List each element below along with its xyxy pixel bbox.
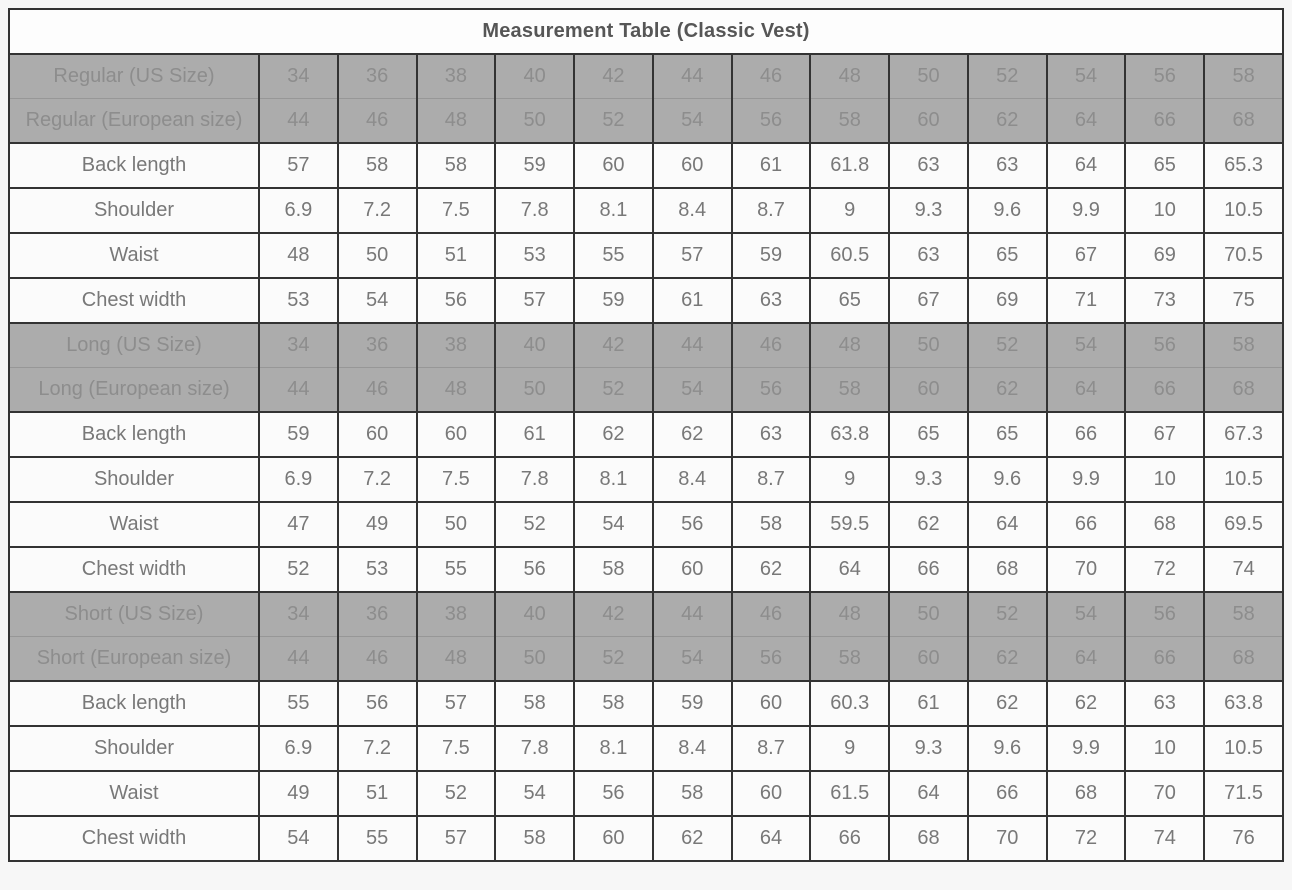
value-cell: 67 xyxy=(1125,412,1204,457)
value-cell: 64 xyxy=(1047,99,1126,144)
value-cell: 57 xyxy=(495,278,574,323)
value-cell: 70.5 xyxy=(1204,233,1283,278)
row-label-cell: Chest width xyxy=(9,547,259,592)
value-cell: 58 xyxy=(1204,54,1283,99)
value-cell: 57 xyxy=(653,233,732,278)
value-cell: 48 xyxy=(259,233,338,278)
value-cell: 58 xyxy=(732,502,811,547)
row-label-cell: Short (US Size) xyxy=(9,592,259,637)
value-cell: 58 xyxy=(417,143,496,188)
value-cell: 42 xyxy=(574,592,653,637)
value-cell: 65 xyxy=(1125,143,1204,188)
value-cell: 61 xyxy=(653,278,732,323)
value-cell: 76 xyxy=(1204,816,1283,861)
value-cell: 68 xyxy=(1204,637,1283,682)
value-cell: 50 xyxy=(889,323,968,368)
value-cell: 48 xyxy=(810,323,889,368)
value-cell: 10 xyxy=(1125,188,1204,233)
value-cell: 54 xyxy=(653,637,732,682)
value-cell: 57 xyxy=(417,681,496,726)
value-cell: 54 xyxy=(259,816,338,861)
value-cell: 7.2 xyxy=(338,188,417,233)
value-cell: 7.5 xyxy=(417,188,496,233)
value-cell: 50 xyxy=(495,637,574,682)
value-cell: 48 xyxy=(417,368,496,413)
value-cell: 50 xyxy=(495,368,574,413)
value-cell: 52 xyxy=(574,637,653,682)
measurement-table-body xyxy=(9,54,1283,861)
row-label-cell: Long (European size) xyxy=(9,368,259,413)
value-cell: 10 xyxy=(1125,726,1204,771)
measurement-row xyxy=(9,771,1283,816)
value-cell: 55 xyxy=(259,681,338,726)
value-cell: 7.5 xyxy=(417,726,496,771)
value-cell: 34 xyxy=(259,323,338,368)
value-cell: 38 xyxy=(417,54,496,99)
value-cell: 52 xyxy=(968,54,1047,99)
value-cell: 10.5 xyxy=(1204,188,1283,233)
row-label-cell: Waist xyxy=(9,502,259,547)
value-cell: 52 xyxy=(968,592,1047,637)
value-cell: 8.7 xyxy=(732,188,811,233)
value-cell: 59 xyxy=(259,412,338,457)
value-cell: 63 xyxy=(732,278,811,323)
value-cell: 62 xyxy=(968,681,1047,726)
value-cell: 56 xyxy=(1125,592,1204,637)
value-cell: 63 xyxy=(1125,681,1204,726)
value-cell: 66 xyxy=(889,547,968,592)
value-cell: 50 xyxy=(417,502,496,547)
value-cell: 60 xyxy=(653,547,732,592)
value-cell: 60 xyxy=(574,143,653,188)
value-cell: 9.3 xyxy=(889,188,968,233)
value-cell: 56 xyxy=(338,681,417,726)
row-label-cell: Short (European size) xyxy=(9,637,259,682)
value-cell: 56 xyxy=(1125,54,1204,99)
value-cell: 55 xyxy=(338,816,417,861)
value-cell: 62 xyxy=(574,412,653,457)
row-label-cell: Back length xyxy=(9,681,259,726)
value-cell: 48 xyxy=(810,54,889,99)
value-cell: 61.8 xyxy=(810,143,889,188)
value-cell: 59 xyxy=(732,233,811,278)
value-cell: 9 xyxy=(810,457,889,502)
value-cell: 60.3 xyxy=(810,681,889,726)
value-cell: 60.5 xyxy=(810,233,889,278)
value-cell: 56 xyxy=(732,368,811,413)
value-cell: 62 xyxy=(732,547,811,592)
value-cell: 69 xyxy=(968,278,1047,323)
value-cell: 52 xyxy=(417,771,496,816)
row-label-cell: Back length xyxy=(9,143,259,188)
value-cell: 60 xyxy=(653,143,732,188)
value-cell: 64 xyxy=(968,502,1047,547)
value-cell: 52 xyxy=(574,368,653,413)
value-cell: 61.5 xyxy=(810,771,889,816)
title-row xyxy=(9,9,1283,54)
value-cell: 52 xyxy=(259,547,338,592)
value-cell: 44 xyxy=(653,592,732,637)
value-cell: 72 xyxy=(1125,547,1204,592)
value-cell: 65.3 xyxy=(1204,143,1283,188)
size-header-row xyxy=(9,54,1283,99)
value-cell: 66 xyxy=(1125,637,1204,682)
value-cell: 54 xyxy=(1047,323,1126,368)
value-cell: 54 xyxy=(653,99,732,144)
value-cell: 8.1 xyxy=(574,726,653,771)
value-cell: 58 xyxy=(574,681,653,726)
value-cell: 56 xyxy=(653,502,732,547)
row-label-cell: Chest width xyxy=(9,278,259,323)
value-cell: 63 xyxy=(889,233,968,278)
row-label-cell: Waist xyxy=(9,233,259,278)
measurement-row xyxy=(9,726,1283,771)
value-cell: 49 xyxy=(259,771,338,816)
value-cell: 51 xyxy=(417,233,496,278)
value-cell: 68 xyxy=(1204,368,1283,413)
value-cell: 73 xyxy=(1125,278,1204,323)
size-header-row xyxy=(9,592,1283,637)
measurement-table xyxy=(8,8,1284,862)
value-cell: 56 xyxy=(417,278,496,323)
value-cell: 58 xyxy=(1204,592,1283,637)
value-cell: 68 xyxy=(1204,99,1283,144)
value-cell: 64 xyxy=(1047,143,1126,188)
value-cell: 7.5 xyxy=(417,457,496,502)
row-label-cell: Chest width xyxy=(9,816,259,861)
value-cell: 74 xyxy=(1204,547,1283,592)
value-cell: 66 xyxy=(810,816,889,861)
value-cell: 49 xyxy=(338,502,417,547)
value-cell: 54 xyxy=(1047,54,1126,99)
value-cell: 69.5 xyxy=(1204,502,1283,547)
value-cell: 66 xyxy=(1125,99,1204,144)
value-cell: 9.9 xyxy=(1047,457,1126,502)
value-cell: 55 xyxy=(417,547,496,592)
value-cell: 66 xyxy=(1047,502,1126,547)
measurement-row xyxy=(9,547,1283,592)
value-cell: 10.5 xyxy=(1204,726,1283,771)
value-cell: 9.6 xyxy=(968,188,1047,233)
value-cell: 62 xyxy=(968,99,1047,144)
value-cell: 52 xyxy=(495,502,574,547)
value-cell: 54 xyxy=(574,502,653,547)
value-cell: 58 xyxy=(810,99,889,144)
value-cell: 64 xyxy=(810,547,889,592)
value-cell: 60 xyxy=(417,412,496,457)
value-cell: 6.9 xyxy=(259,457,338,502)
value-cell: 8.4 xyxy=(653,188,732,233)
value-cell: 54 xyxy=(338,278,417,323)
value-cell: 60 xyxy=(732,771,811,816)
value-cell: 10 xyxy=(1125,457,1204,502)
row-label-cell: Back length xyxy=(9,412,259,457)
value-cell: 62 xyxy=(653,412,732,457)
value-cell: 58 xyxy=(810,637,889,682)
value-cell: 58 xyxy=(574,547,653,592)
value-cell: 62 xyxy=(889,502,968,547)
value-cell: 65 xyxy=(968,412,1047,457)
value-cell: 72 xyxy=(1047,816,1126,861)
value-cell: 36 xyxy=(338,323,417,368)
value-cell: 58 xyxy=(653,771,732,816)
value-cell: 61 xyxy=(732,143,811,188)
value-cell: 61 xyxy=(889,681,968,726)
value-cell: 66 xyxy=(1047,412,1126,457)
value-cell: 46 xyxy=(338,637,417,682)
value-cell: 38 xyxy=(417,592,496,637)
measurement-row xyxy=(9,502,1283,547)
value-cell: 63.8 xyxy=(810,412,889,457)
value-cell: 44 xyxy=(259,368,338,413)
table-title: Measurement Table (Classic Vest) xyxy=(9,9,1283,54)
value-cell: 40 xyxy=(495,592,574,637)
value-cell: 7.2 xyxy=(338,726,417,771)
value-cell: 62 xyxy=(968,637,1047,682)
value-cell: 65 xyxy=(968,233,1047,278)
value-cell: 38 xyxy=(417,323,496,368)
value-cell: 60 xyxy=(574,816,653,861)
value-cell: 74 xyxy=(1125,816,1204,861)
measurement-row xyxy=(9,412,1283,457)
value-cell: 65 xyxy=(810,278,889,323)
row-label-cell: Regular (European size) xyxy=(9,99,259,144)
value-cell: 56 xyxy=(732,637,811,682)
value-cell: 71.5 xyxy=(1204,771,1283,816)
row-label-cell: Long (US Size) xyxy=(9,323,259,368)
value-cell: 68 xyxy=(889,816,968,861)
value-cell: 57 xyxy=(417,816,496,861)
value-cell: 63 xyxy=(732,412,811,457)
value-cell: 68 xyxy=(1047,771,1126,816)
value-cell: 56 xyxy=(732,99,811,144)
value-cell: 63 xyxy=(889,143,968,188)
value-cell: 70 xyxy=(1047,547,1126,592)
value-cell: 60 xyxy=(732,681,811,726)
value-cell: 42 xyxy=(574,54,653,99)
value-cell: 68 xyxy=(1125,502,1204,547)
value-cell: 50 xyxy=(889,592,968,637)
value-cell: 9.6 xyxy=(968,457,1047,502)
value-cell: 8.4 xyxy=(653,726,732,771)
value-cell: 8.1 xyxy=(574,457,653,502)
value-cell: 51 xyxy=(338,771,417,816)
value-cell: 36 xyxy=(338,592,417,637)
value-cell: 56 xyxy=(495,547,574,592)
value-cell: 54 xyxy=(1047,592,1126,637)
value-cell: 64 xyxy=(1047,368,1126,413)
value-cell: 9.3 xyxy=(889,457,968,502)
value-cell: 68 xyxy=(968,547,1047,592)
value-cell: 54 xyxy=(495,771,574,816)
value-cell: 52 xyxy=(968,323,1047,368)
value-cell: 65 xyxy=(889,412,968,457)
value-cell: 50 xyxy=(338,233,417,278)
value-cell: 58 xyxy=(1204,323,1283,368)
value-cell: 63 xyxy=(968,143,1047,188)
value-cell: 64 xyxy=(732,816,811,861)
measurement-row xyxy=(9,143,1283,188)
measurement-row xyxy=(9,278,1283,323)
value-cell: 44 xyxy=(653,54,732,99)
row-label-cell: Shoulder xyxy=(9,188,259,233)
value-cell: 8.1 xyxy=(574,188,653,233)
value-cell: 59 xyxy=(574,278,653,323)
value-cell: 44 xyxy=(653,323,732,368)
value-cell: 60 xyxy=(338,412,417,457)
value-cell: 62 xyxy=(1047,681,1126,726)
value-cell: 53 xyxy=(495,233,574,278)
row-label-cell: Shoulder xyxy=(9,726,259,771)
measurement-row xyxy=(9,457,1283,502)
value-cell: 7.2 xyxy=(338,457,417,502)
value-cell: 44 xyxy=(259,637,338,682)
value-cell: 59.5 xyxy=(810,502,889,547)
value-cell: 50 xyxy=(889,54,968,99)
value-cell: 48 xyxy=(417,99,496,144)
value-cell: 48 xyxy=(417,637,496,682)
value-cell: 53 xyxy=(338,547,417,592)
value-cell: 34 xyxy=(259,592,338,637)
row-label-cell: Shoulder xyxy=(9,457,259,502)
value-cell: 59 xyxy=(653,681,732,726)
value-cell: 67 xyxy=(1047,233,1126,278)
value-cell: 7.8 xyxy=(495,457,574,502)
value-cell: 7.8 xyxy=(495,726,574,771)
value-cell: 58 xyxy=(810,368,889,413)
value-cell: 64 xyxy=(889,771,968,816)
value-cell: 54 xyxy=(653,368,732,413)
value-cell: 9.9 xyxy=(1047,726,1126,771)
value-cell: 62 xyxy=(968,368,1047,413)
value-cell: 61 xyxy=(495,412,574,457)
value-cell: 67.3 xyxy=(1204,412,1283,457)
value-cell: 56 xyxy=(1125,323,1204,368)
value-cell: 70 xyxy=(968,816,1047,861)
value-cell: 62 xyxy=(653,816,732,861)
row-label-cell: Waist xyxy=(9,771,259,816)
value-cell: 52 xyxy=(574,99,653,144)
measurement-row xyxy=(9,681,1283,726)
value-cell: 10.5 xyxy=(1204,457,1283,502)
value-cell: 58 xyxy=(495,681,574,726)
value-cell: 60 xyxy=(889,99,968,144)
value-cell: 47 xyxy=(259,502,338,547)
size-header-row xyxy=(9,637,1283,682)
measurement-row xyxy=(9,188,1283,233)
row-label-cell: Regular (US Size) xyxy=(9,54,259,99)
value-cell: 46 xyxy=(732,592,811,637)
value-cell: 56 xyxy=(574,771,653,816)
value-cell: 63.8 xyxy=(1204,681,1283,726)
size-header-row xyxy=(9,368,1283,413)
value-cell: 46 xyxy=(732,323,811,368)
value-cell: 67 xyxy=(889,278,968,323)
value-cell: 8.7 xyxy=(732,457,811,502)
value-cell: 71 xyxy=(1047,278,1126,323)
value-cell: 34 xyxy=(259,54,338,99)
value-cell: 46 xyxy=(338,99,417,144)
measurement-row xyxy=(9,233,1283,278)
value-cell: 46 xyxy=(732,54,811,99)
value-cell: 8.4 xyxy=(653,457,732,502)
value-cell: 44 xyxy=(259,99,338,144)
value-cell: 6.9 xyxy=(259,188,338,233)
value-cell: 55 xyxy=(574,233,653,278)
value-cell: 64 xyxy=(1047,637,1126,682)
value-cell: 40 xyxy=(495,54,574,99)
value-cell: 75 xyxy=(1204,278,1283,323)
value-cell: 8.7 xyxy=(732,726,811,771)
value-cell: 60 xyxy=(889,368,968,413)
value-cell: 58 xyxy=(495,816,574,861)
value-cell: 9 xyxy=(810,726,889,771)
value-cell: 53 xyxy=(259,278,338,323)
value-cell: 9.3 xyxy=(889,726,968,771)
value-cell: 46 xyxy=(338,368,417,413)
value-cell: 9.6 xyxy=(968,726,1047,771)
value-cell: 48 xyxy=(810,592,889,637)
size-header-row xyxy=(9,323,1283,368)
value-cell: 9 xyxy=(810,188,889,233)
value-cell: 69 xyxy=(1125,233,1204,278)
value-cell: 59 xyxy=(495,143,574,188)
value-cell: 66 xyxy=(1125,368,1204,413)
size-header-row xyxy=(9,99,1283,144)
measurement-row xyxy=(9,816,1283,861)
value-cell: 70 xyxy=(1125,771,1204,816)
value-cell: 58 xyxy=(338,143,417,188)
value-cell: 6.9 xyxy=(259,726,338,771)
value-cell: 60 xyxy=(889,637,968,682)
value-cell: 9.9 xyxy=(1047,188,1126,233)
value-cell: 36 xyxy=(338,54,417,99)
value-cell: 66 xyxy=(968,771,1047,816)
value-cell: 7.8 xyxy=(495,188,574,233)
value-cell: 57 xyxy=(259,143,338,188)
value-cell: 42 xyxy=(574,323,653,368)
value-cell: 50 xyxy=(495,99,574,144)
value-cell: 40 xyxy=(495,323,574,368)
